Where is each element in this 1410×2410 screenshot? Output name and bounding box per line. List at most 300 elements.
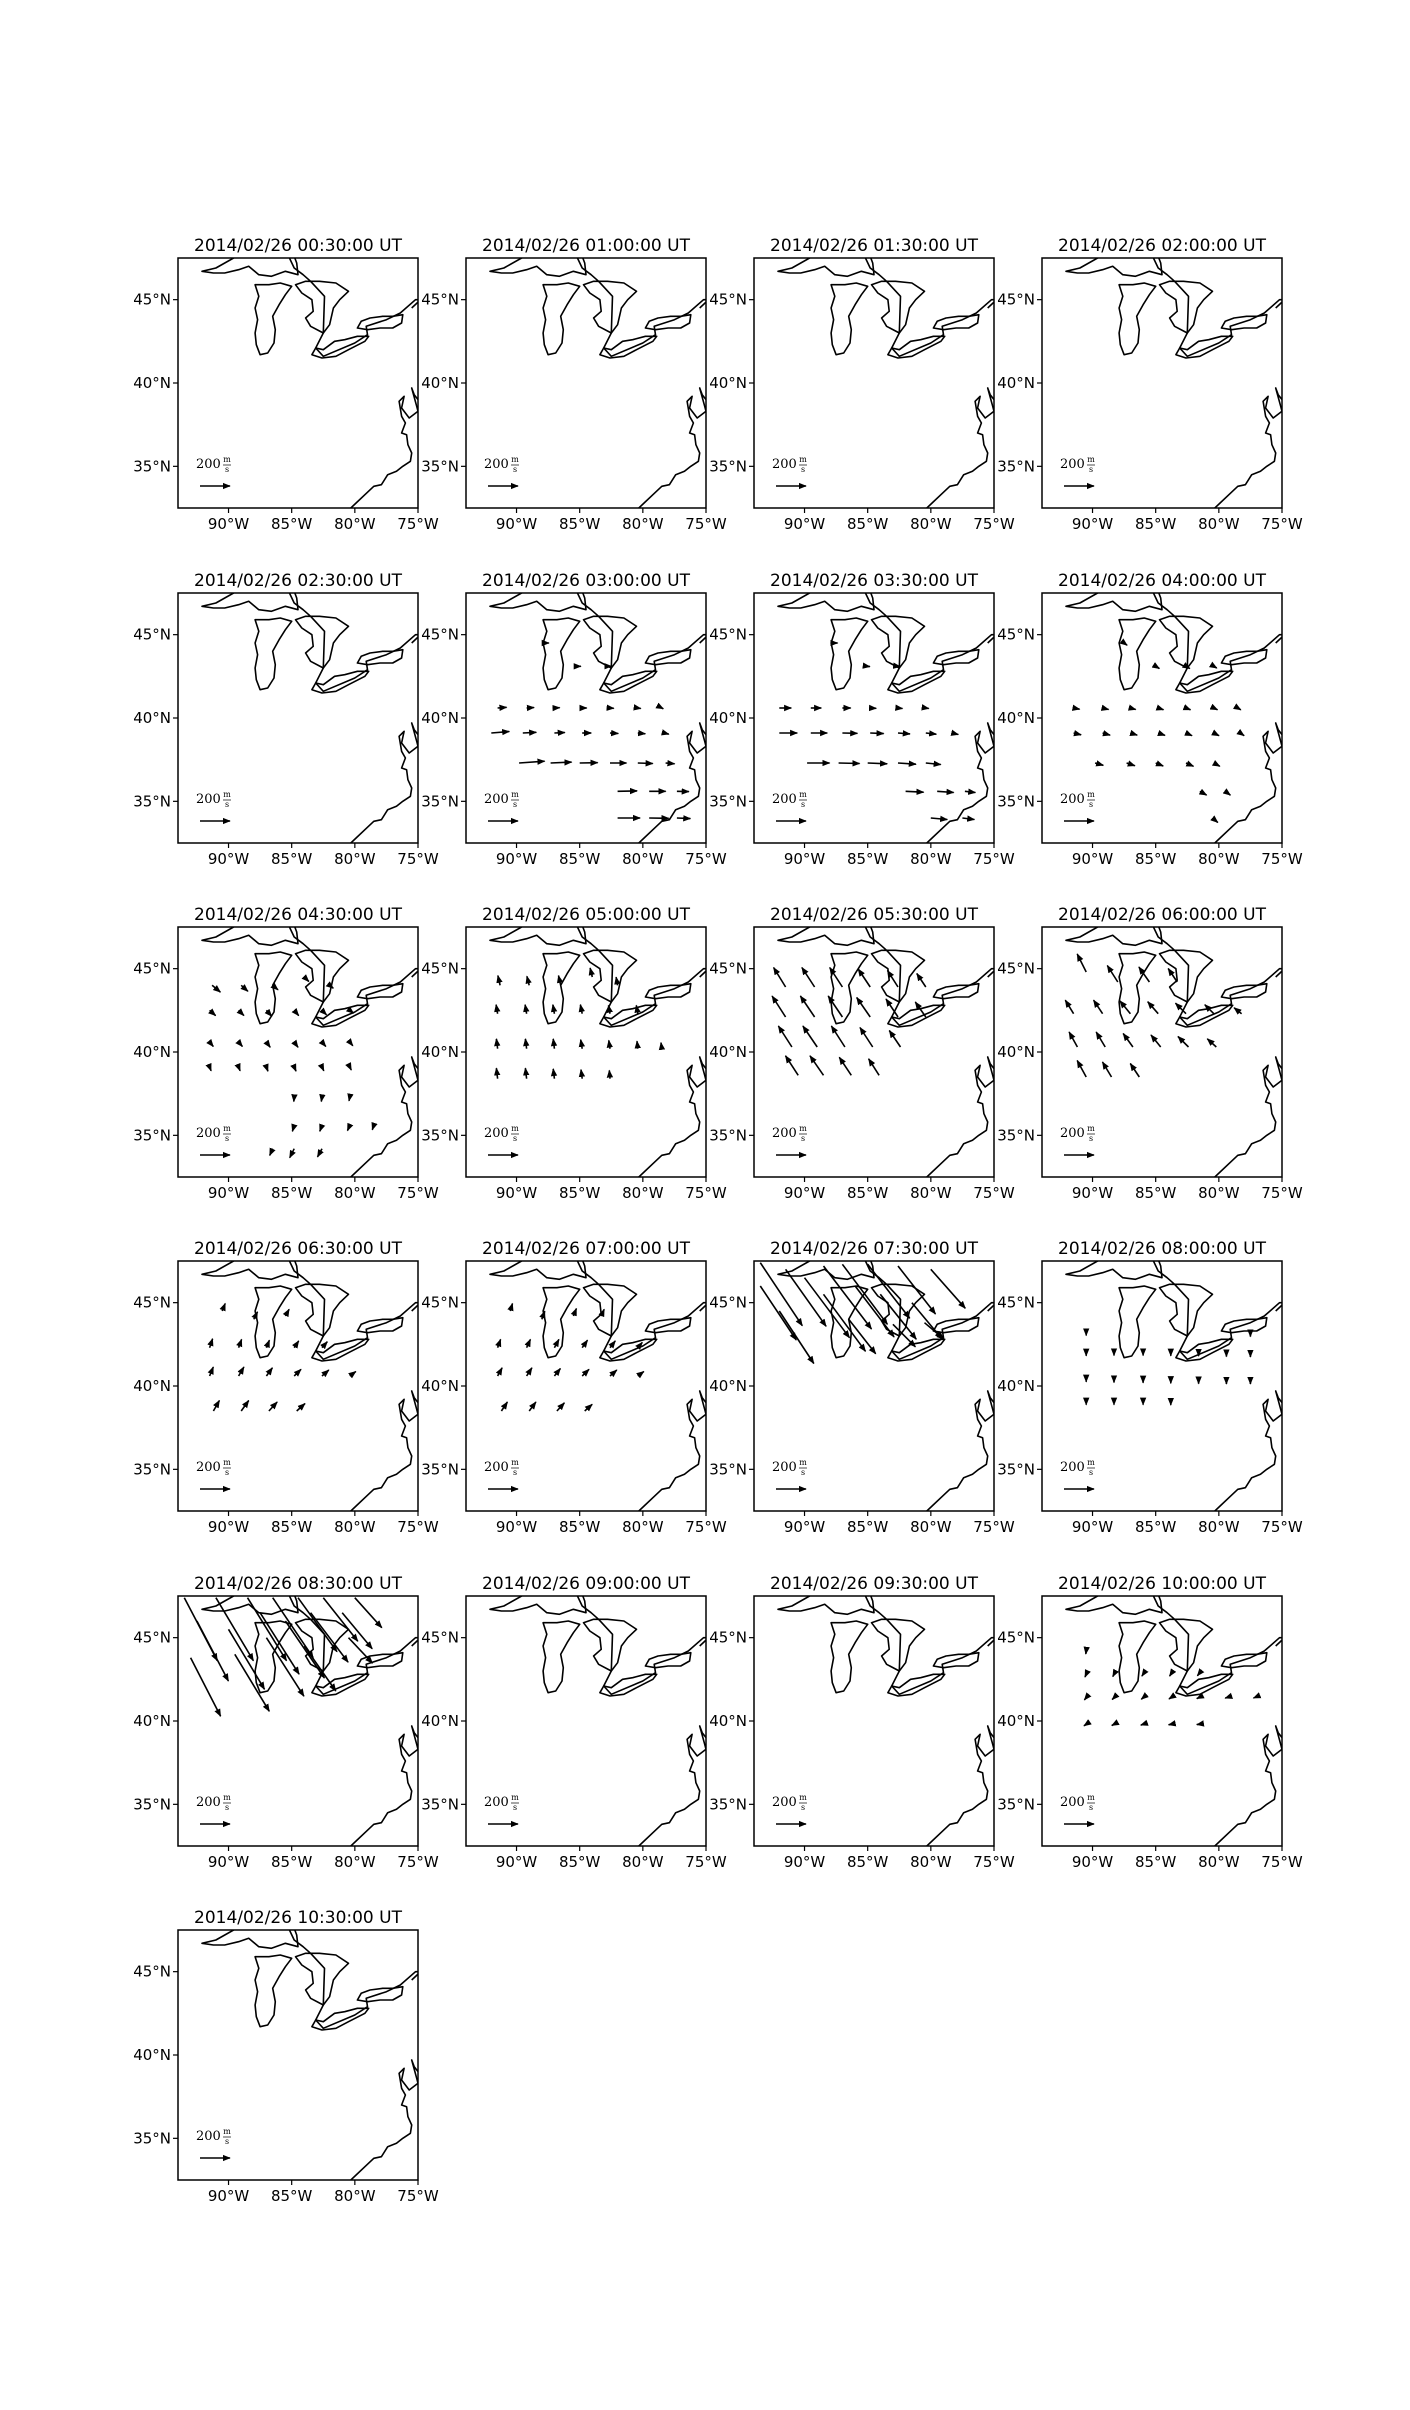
wind-vector (805, 1278, 850, 1338)
atlantic-coast (626, 1374, 718, 1531)
y-tick-label: 40°N (133, 2046, 171, 2064)
y-tick-label: 45°N (133, 625, 171, 644)
lake-huron-outline (296, 616, 349, 668)
scale-label: 200 (484, 1460, 509, 1475)
scale-label: 200 (196, 1795, 221, 1810)
wind-vector (1095, 763, 1103, 765)
wind-vector (557, 1403, 565, 1411)
lake-michigan-outline (831, 618, 868, 690)
x-tick-label: 85°W (270, 1184, 313, 1202)
wind-vector (297, 1404, 305, 1412)
new-england-coast (431, 1982, 497, 2044)
new-england-coast (1295, 645, 1361, 707)
new-england-coast (1007, 1313, 1073, 1375)
new-england-coast (719, 979, 785, 1041)
scale-unit-denominator: s (512, 800, 518, 809)
st-lawrence-north (1287, 585, 1345, 635)
x-tick-label: 85°W (1134, 1853, 1177, 1871)
wind-vector (849, 1319, 876, 1354)
scale-label: 200 (1060, 1126, 1085, 1141)
wind-vector (610, 1341, 615, 1348)
wind-vector (1158, 733, 1165, 735)
y-tick-label: 40°N (997, 709, 1035, 727)
wind-vector (1169, 1698, 1171, 1699)
wind-vector (294, 1010, 299, 1015)
scale-unit-denominator: s (224, 1134, 230, 1143)
x-tick-label: 90°W (783, 1853, 826, 1871)
wind-vector (1169, 1724, 1171, 1725)
wind-vector (1225, 791, 1230, 795)
wind-vector (241, 1401, 249, 1412)
scale-unit-denominator: s (224, 1468, 230, 1477)
new-england-coast (1295, 979, 1361, 1041)
wind-vector (581, 1040, 583, 1049)
new-england-coast (1007, 1648, 1073, 1710)
scale-unit-denominator: s (800, 1803, 806, 1812)
lake-huron-outline (584, 1619, 637, 1671)
wind-vector (869, 1059, 880, 1076)
y-tick-label: 40°N (421, 374, 459, 392)
scale-unit-denominator: s (224, 1803, 230, 1812)
wind-vector (213, 1401, 219, 1412)
wind-vector (216, 1598, 254, 1661)
x-tick-label: 75°W (973, 1518, 1015, 1536)
x-tick-label: 80°W (1198, 1853, 1240, 1871)
y-tick-label: 45°N (997, 1628, 1035, 1647)
new-england-coast (431, 1313, 497, 1375)
wind-vector (610, 1370, 617, 1376)
wind-vector (523, 732, 537, 733)
wind-vector (931, 818, 948, 820)
y-tick-label: 35°N (133, 2129, 171, 2148)
scale-unit-numerator: m (799, 790, 807, 799)
scale-unit-denominator: s (1088, 800, 1094, 809)
wind-vector (294, 1067, 296, 1071)
x-tick-label: 90°W (207, 2187, 250, 2205)
wind-vector (1127, 763, 1135, 766)
scale-label: 200 (196, 1126, 221, 1141)
wind-vector (210, 1367, 214, 1376)
scale-unit-denominator: s (512, 1134, 518, 1143)
y-tick-label: 45°N (709, 290, 747, 309)
x-tick-label: 75°W (685, 1518, 727, 1536)
st-lawrence-north (423, 1922, 481, 1972)
x-tick-label: 75°W (397, 2187, 439, 2205)
scale-unit-numerator: m (511, 1458, 519, 1467)
wind-vector (965, 791, 976, 792)
scale-unit-numerator: m (223, 1124, 231, 1133)
wind-vector (638, 708, 641, 709)
atlantic-coast (1202, 706, 1294, 863)
x-tick-label: 90°W (495, 515, 538, 533)
vector-field (491, 643, 690, 819)
wind-vector (290, 1149, 295, 1158)
y-tick-label: 35°N (421, 1795, 459, 1814)
wind-vector (931, 1269, 966, 1308)
y-tick-label: 35°N (133, 1795, 171, 1814)
x-tick-label: 75°W (685, 1184, 727, 1202)
y-tick-label: 35°N (997, 792, 1035, 811)
lake-michigan-outline (831, 952, 868, 1024)
lake-michigan-outline (543, 952, 580, 1024)
x-tick-label: 75°W (397, 1518, 439, 1536)
scale-label: 200 (772, 457, 797, 472)
y-tick-label: 40°N (421, 1377, 459, 1395)
scale-unit-numerator: m (511, 1793, 519, 1802)
wind-vector (610, 733, 618, 734)
wind-vector (285, 1309, 289, 1316)
vector-field (1065, 954, 1241, 1077)
lake-huron-outline (1160, 616, 1213, 668)
panel-title: 2014/02/26 03:30:00 UT (770, 571, 978, 591)
wind-vector (553, 1069, 554, 1079)
y-tick-label: 35°N (997, 1795, 1035, 1814)
lake-huron-outline (296, 1284, 349, 1336)
y-tick-label: 40°N (421, 1712, 459, 1730)
wind-vector (239, 1067, 241, 1071)
x-tick-label: 90°W (495, 850, 538, 868)
wind-vector (1130, 1064, 1139, 1078)
wind-vector (1120, 1001, 1131, 1014)
wind-vector (666, 763, 675, 764)
wind-vector (810, 1056, 824, 1076)
panel-title: 2014/02/26 03:00:00 UT (482, 571, 690, 591)
wind-vector (1214, 763, 1220, 766)
atlantic-coast (1202, 1374, 1294, 1531)
scale-label: 200 (772, 1795, 797, 1810)
y-tick-label: 35°N (709, 792, 747, 811)
wind-vector (322, 1067, 324, 1071)
wind-vector (559, 976, 561, 986)
y-tick-label: 40°N (709, 1712, 747, 1730)
x-tick-label: 75°W (1261, 1853, 1303, 1871)
x-tick-label: 90°W (1071, 515, 1114, 533)
x-tick-label: 80°W (334, 1518, 376, 1536)
lake-michigan-outline (1119, 618, 1156, 690)
wind-vector (498, 976, 500, 986)
new-england-coast (719, 1313, 785, 1375)
y-tick-label: 35°N (709, 1460, 747, 1479)
scale-label: 200 (772, 1126, 797, 1141)
lake-huron-outline (872, 616, 925, 668)
wind-vector (222, 1304, 225, 1312)
scale-unit-denominator: s (224, 800, 230, 809)
lake-michigan-outline (543, 618, 580, 690)
wind-vector (498, 1368, 503, 1376)
lake-michigan-outline (543, 1621, 580, 1693)
wind-vector (1112, 1698, 1114, 1700)
x-tick-label: 90°W (495, 1184, 538, 1202)
new-england-coast (431, 310, 497, 372)
scale-label: 200 (484, 457, 509, 472)
y-tick-label: 35°N (709, 457, 747, 476)
panel-title: 2014/02/26 07:30:00 UT (770, 1239, 978, 1259)
y-tick-label: 40°N (709, 1377, 747, 1395)
wind-vector (898, 733, 910, 734)
x-tick-label: 80°W (622, 1184, 664, 1202)
wind-vector (1077, 954, 1086, 972)
atlantic-coast (914, 1040, 1006, 1197)
map-panel (997, 235, 1360, 533)
lake-huron-outline (872, 281, 925, 333)
lake-michigan-outline (255, 1286, 292, 1358)
new-england-coast (431, 1648, 497, 1710)
wind-vector (501, 1402, 507, 1411)
wind-vector (1214, 666, 1217, 668)
wind-vector (270, 1149, 273, 1156)
x-tick-label: 90°W (1071, 1518, 1114, 1536)
panel-title: 2014/02/26 07:00:00 UT (482, 1239, 690, 1259)
y-tick-label: 35°N (133, 1460, 171, 1479)
scale-unit-numerator: m (223, 1793, 231, 1802)
wind-vector (1124, 643, 1127, 645)
wind-vector (1197, 1674, 1198, 1676)
wind-vector (498, 1339, 501, 1347)
wind-vector (210, 1339, 213, 1348)
wind-vector (637, 1041, 638, 1049)
wind-vector (210, 1010, 216, 1015)
wind-vector (580, 1005, 582, 1014)
wind-vector (294, 1341, 299, 1348)
wind-vector (1113, 1674, 1114, 1676)
scale-unit-numerator: m (1087, 1124, 1095, 1133)
x-tick-label: 85°W (846, 515, 889, 533)
wind-vector (1065, 1000, 1073, 1014)
x-tick-label: 85°W (846, 1184, 889, 1202)
y-tick-label: 40°N (709, 709, 747, 727)
y-tick-label: 35°N (997, 457, 1035, 476)
wind-vector (926, 733, 937, 734)
y-tick-label: 45°N (133, 1628, 171, 1647)
wind-vector (554, 1369, 560, 1377)
panel-title: 2014/02/26 01:30:00 UT (770, 236, 978, 256)
lake-michigan-outline (543, 1286, 580, 1358)
wind-vector (350, 1067, 352, 1070)
wind-vector (609, 1070, 610, 1078)
wind-vector (348, 1125, 350, 1130)
y-tick-label: 40°N (709, 1043, 747, 1061)
wind-vector (527, 1368, 532, 1376)
st-lawrence-south (1276, 600, 1330, 643)
wind-vector (952, 733, 958, 735)
wind-vector (266, 1638, 304, 1697)
wind-vector (590, 968, 592, 977)
y-tick-label: 40°N (997, 1043, 1035, 1061)
y-tick-label: 45°N (421, 290, 459, 309)
x-tick-label: 90°W (207, 515, 250, 533)
x-tick-label: 85°W (1134, 1518, 1177, 1536)
wind-vector (239, 1042, 243, 1047)
new-england-coast (1295, 310, 1361, 372)
lake-huron-outline (584, 616, 637, 668)
wind-vector (860, 1028, 873, 1048)
wind-vector (573, 1309, 576, 1317)
scale-unit-numerator: m (799, 1124, 807, 1133)
lake-huron-outline (584, 1284, 637, 1336)
lake-michigan-outline (543, 283, 580, 355)
wind-vector (241, 985, 248, 991)
new-england-coast (431, 979, 497, 1041)
x-tick-label: 75°W (1261, 1184, 1303, 1202)
new-england-coast (719, 645, 785, 707)
coastlines (1042, 1238, 1360, 1531)
atlantic-coast (338, 1040, 430, 1197)
wind-vector (581, 1070, 582, 1079)
wind-vector (839, 763, 860, 764)
lake-huron-outline (296, 950, 349, 1002)
wind-vector (197, 1621, 229, 1681)
x-tick-label: 85°W (270, 515, 313, 533)
x-tick-label: 75°W (973, 850, 1015, 868)
scale-label: 200 (196, 1460, 221, 1475)
panel-title: 2014/02/26 01:00:00 UT (482, 236, 690, 256)
wind-vector (350, 1042, 353, 1046)
y-tick-label: 40°N (133, 1043, 171, 1061)
x-tick-label: 80°W (910, 1518, 952, 1536)
wind-vector (1151, 1035, 1161, 1047)
wind-vector (525, 1039, 526, 1049)
y-tick-label: 45°N (997, 290, 1035, 309)
lake-huron-outline (296, 281, 349, 333)
wind-vector (609, 1040, 610, 1048)
scale-unit-denominator: s (1088, 465, 1094, 474)
y-tick-label: 35°N (421, 1126, 459, 1145)
st-lawrence-north (1287, 919, 1345, 969)
coastlines (1042, 570, 1360, 863)
y-tick-label: 40°N (997, 1377, 1035, 1395)
panel-title: 2014/02/26 10:30:00 UT (194, 1908, 402, 1928)
new-england-coast (1007, 979, 1073, 1041)
panel-title: 2014/02/26 10:00:00 UT (1058, 1574, 1266, 1594)
new-england-coast (1295, 1313, 1361, 1375)
y-tick-label: 45°N (421, 1628, 459, 1647)
x-tick-label: 85°W (558, 515, 601, 533)
atlantic-coast (1202, 1040, 1294, 1197)
x-tick-label: 75°W (685, 1853, 727, 1871)
panel-title: 2014/02/26 00:30:00 UT (194, 236, 402, 256)
atlantic-coast (914, 1374, 1006, 1531)
x-tick-label: 90°W (495, 1853, 538, 1871)
map-panel (997, 570, 1360, 868)
y-tick-label: 45°N (133, 1293, 171, 1312)
wind-vector (1213, 818, 1218, 823)
wind-vector (554, 1339, 559, 1347)
y-tick-label: 35°N (421, 792, 459, 811)
wind-vector (1085, 1674, 1086, 1677)
wind-vector (239, 1010, 244, 1015)
wind-vector (898, 1266, 936, 1314)
x-tick-label: 75°W (973, 1853, 1015, 1871)
y-tick-label: 35°N (133, 1126, 171, 1145)
lake-michigan-outline (1119, 1286, 1156, 1358)
wind-vector (525, 1068, 526, 1079)
wind-vector (498, 707, 507, 708)
lake-michigan-outline (1119, 1621, 1156, 1693)
coastlines (178, 1907, 496, 2200)
x-tick-label: 80°W (910, 850, 952, 868)
map-panel (997, 1573, 1360, 1871)
new-england-coast (431, 645, 497, 707)
panel-title: 2014/02/26 09:30:00 UT (770, 1574, 978, 1594)
wind-vector (285, 1621, 324, 1678)
wind-vector (1234, 1008, 1242, 1014)
x-tick-label: 90°W (1071, 850, 1114, 868)
lake-michigan-outline (831, 283, 868, 355)
wind-vector (582, 1340, 587, 1348)
atlantic-coast (338, 1709, 430, 1866)
atlantic-coast (626, 1709, 718, 1866)
x-tick-label: 80°W (910, 1184, 952, 1202)
lake-huron-outline (296, 1953, 349, 2005)
vector-field (1086, 1334, 1250, 1405)
new-england-coast (1007, 645, 1073, 707)
wind-vector (527, 1339, 531, 1347)
scale-unit-numerator: m (1087, 455, 1095, 464)
lake-huron-outline (872, 950, 925, 1002)
wind-vector (582, 1369, 589, 1376)
wind-vector (1148, 1002, 1159, 1014)
wind-vector (239, 1339, 242, 1347)
x-tick-label: 85°W (270, 1518, 313, 1536)
x-tick-label: 85°W (846, 1518, 889, 1536)
x-tick-label: 80°W (622, 1853, 664, 1871)
x-tick-label: 90°W (783, 1184, 826, 1202)
x-tick-label: 85°W (558, 1518, 601, 1536)
wind-vector (1103, 708, 1109, 710)
wind-vector (661, 1043, 662, 1049)
lake-huron-outline (1160, 1284, 1213, 1336)
wind-vector (786, 1056, 799, 1076)
wind-vector (1096, 1032, 1105, 1047)
y-tick-label: 40°N (997, 374, 1035, 392)
y-tick-label: 45°N (709, 625, 747, 644)
coastlines (1042, 1573, 1360, 1866)
x-tick-label: 80°W (1198, 1518, 1240, 1536)
y-tick-label: 45°N (421, 959, 459, 978)
y-tick-label: 45°N (421, 1293, 459, 1312)
panel-title: 2014/02/26 06:00:00 UT (1058, 905, 1266, 925)
lake-michigan-outline (255, 283, 292, 355)
wind-vector (778, 1026, 792, 1047)
x-tick-label: 75°W (1261, 515, 1303, 533)
wind-vector (321, 1097, 322, 1102)
x-tick-label: 75°W (397, 1853, 439, 1871)
x-tick-label: 80°W (334, 1853, 376, 1871)
panel-title: 2014/02/26 02:00:00 UT (1058, 236, 1266, 256)
wind-vector (1186, 708, 1191, 710)
wind-vector (1214, 708, 1218, 710)
lake-michigan-outline (255, 618, 292, 690)
wind-vector (1141, 1724, 1143, 1725)
scale-unit-numerator: m (511, 455, 519, 464)
x-tick-label: 90°W (207, 850, 250, 868)
wind-vector (1112, 1724, 1114, 1725)
wind-vector (774, 968, 786, 988)
scale-unit-numerator: m (223, 790, 231, 799)
panel-title: 2014/02/26 02:30:00 UT (194, 571, 402, 591)
panel-title: 2014/02/26 08:30:00 UT (194, 1574, 402, 1594)
wind-vector (664, 733, 669, 734)
panel-title: 2014/02/26 04:30:00 UT (194, 905, 402, 925)
x-tick-label: 75°W (1261, 850, 1303, 868)
panel-title: 2014/02/26 05:30:00 UT (770, 905, 978, 925)
wind-vector (239, 1367, 244, 1376)
x-tick-label: 85°W (558, 1184, 601, 1202)
y-tick-label: 40°N (133, 709, 171, 727)
y-tick-label: 35°N (997, 1460, 1035, 1479)
wind-vector (1186, 763, 1194, 766)
wind-vector (554, 733, 565, 734)
